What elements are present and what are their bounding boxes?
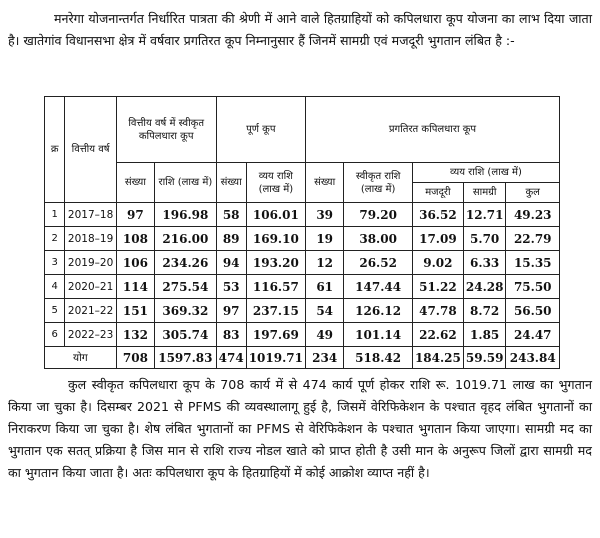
header-sanctioned: वित्तीय वर्ष में स्वीकृत कपिलधारा कूप xyxy=(116,97,216,163)
cell-c-count: 97 xyxy=(216,299,246,323)
cell-total: 49.23 xyxy=(506,203,560,227)
header-inprogress: प्रगतिरत कपिलधारा कूप xyxy=(305,97,559,163)
cell-s-amount: 234.26 xyxy=(155,251,217,275)
cell-year: 2021–22 xyxy=(65,299,116,323)
cell-c-count: 94 xyxy=(216,251,246,275)
cell-p-count: 39 xyxy=(305,203,343,227)
total-material: 59.59 xyxy=(463,347,506,369)
intro-paragraph: मनरेगा योजनान्तर्गत निर्धारित पात्रता की श्रेणी में आने वाले हितग्राहियों को कपिलधारा कूप योजना का लाभ दिया जाता है। खातेगांव विधानसभा क्षेत्र में वर्षवार प्रगतिरत कूप निम्नानुसार हैं जिनमें सामग्री एवं मजदूरी भुगतान लंबित है :- xyxy=(8,11,592,48)
cell-sno: 2 xyxy=(45,227,65,251)
cell-sno: 4 xyxy=(45,275,65,299)
header-c-count: संख्या xyxy=(216,163,246,203)
cell-p-amount: 26.52 xyxy=(344,251,413,275)
header-p-count: संख्या xyxy=(305,163,343,203)
cell-material: 6.33 xyxy=(463,251,506,275)
cell-year: 2022–23 xyxy=(65,323,116,347)
cell-s-amount: 275.54 xyxy=(155,275,217,299)
total-s-count: 708 xyxy=(116,347,154,369)
header-labour: मजदूरी xyxy=(412,183,463,203)
cell-labour: 9.02 xyxy=(412,251,463,275)
header-total: कुल xyxy=(506,183,560,203)
cell-s-amount: 305.74 xyxy=(155,323,217,347)
cell-total: 24.47 xyxy=(506,323,560,347)
header-material: सामग्री xyxy=(463,183,506,203)
wells-table xyxy=(44,96,560,369)
cell-year: 2018–19 xyxy=(65,227,116,251)
cell-sno: 1 xyxy=(45,203,65,227)
total-c-count: 474 xyxy=(216,347,246,369)
cell-p-amount: 126.12 xyxy=(344,299,413,323)
header-s-count: संख्या xyxy=(116,163,154,203)
table-row xyxy=(45,227,560,251)
cell-p-amount: 101.14 xyxy=(344,323,413,347)
cell-material: 1.85 xyxy=(463,323,506,347)
cell-p-count: 49 xyxy=(305,323,343,347)
cell-material: 12.71 xyxy=(463,203,506,227)
cell-labour: 47.78 xyxy=(412,299,463,323)
cell-year: 2020–21 xyxy=(65,275,116,299)
table-row xyxy=(45,275,560,299)
cell-labour: 36.52 xyxy=(412,203,463,227)
header-year: वित्तीय वर्ष xyxy=(65,97,116,203)
cell-c-count: 58 xyxy=(216,203,246,227)
cell-total: 22.79 xyxy=(506,227,560,251)
cell-s-count: 151 xyxy=(116,299,154,323)
cell-s-count: 132 xyxy=(116,323,154,347)
totals-label: योग xyxy=(45,347,117,369)
cell-sno: 6 xyxy=(45,323,65,347)
cell-c-expense: 116.57 xyxy=(246,275,305,299)
header-s-amount: राशि (लाख में) xyxy=(155,163,217,203)
cell-p-count: 61 xyxy=(305,275,343,299)
header-expense-split: व्यय राशि (लाख में) xyxy=(412,163,559,183)
cell-total: 15.35 xyxy=(506,251,560,275)
cell-total: 75.50 xyxy=(506,275,560,299)
table-row xyxy=(45,299,560,323)
cell-p-count: 19 xyxy=(305,227,343,251)
cell-c-expense: 197.69 xyxy=(246,323,305,347)
closing-paragraph: कुल स्वीकृत कपिलधारा कूप के 708 कार्य में से 474 कार्य पूर्ण होकर राशि रू. 1019.71 लाख का भुगतान किया जा चुका है। दिसम्बर 2021 से PFMS की व्यवस्थालागू हुई है, जिसमें वेरिफिकेशन के पश्चात वृहद लंबित भुगतानों का निराकरण किया जा चुका है। शेष लंबित भुगतानों का PFMS से वेरिफिकेशन के पश्चात भुगतान किया जाएगा। सामग्री मद का भुगतान एक सतत् प्रक्रिया है जिस मान से राशि राज्य नोडल खाते को प्राप्त होती है उसी मान के अनुरूप जिलों द्वारा सामग्री मद का भुगतान किया जाता है। अतः कपिलधारा कूप के हितग्राहियों में कोई आक्रोश व्याप्त नहीं है। xyxy=(8,377,592,480)
cell-total: 56.50 xyxy=(506,299,560,323)
cell-year: 2019–20 xyxy=(65,251,116,275)
cell-material: 5.70 xyxy=(463,227,506,251)
cell-p-amount: 147.44 xyxy=(344,275,413,299)
cell-year: 2017–18 xyxy=(65,203,116,227)
cell-s-amount: 216.00 xyxy=(155,227,217,251)
total-p-amount: 518.42 xyxy=(344,347,413,369)
totals-row xyxy=(45,347,560,369)
cell-s-amount: 196.98 xyxy=(155,203,217,227)
cell-c-count: 83 xyxy=(216,323,246,347)
cell-c-expense: 106.01 xyxy=(246,203,305,227)
cell-p-count: 54 xyxy=(305,299,343,323)
cell-s-count: 114 xyxy=(116,275,154,299)
cell-c-count: 53 xyxy=(216,275,246,299)
cell-s-count: 97 xyxy=(116,203,154,227)
cell-c-expense: 193.20 xyxy=(246,251,305,275)
total-p-count: 234 xyxy=(305,347,343,369)
total-total: 243.84 xyxy=(506,347,560,369)
cell-p-amount: 79.20 xyxy=(344,203,413,227)
cell-p-amount: 38.00 xyxy=(344,227,413,251)
cell-material: 8.72 xyxy=(463,299,506,323)
table-row xyxy=(45,251,560,275)
header-c-expense: व्यय राशि (लाख में) xyxy=(246,163,305,203)
cell-labour: 51.22 xyxy=(412,275,463,299)
cell-sno: 5 xyxy=(45,299,65,323)
cell-sno: 3 xyxy=(45,251,65,275)
cell-labour: 17.09 xyxy=(412,227,463,251)
cell-c-count: 89 xyxy=(216,227,246,251)
cell-labour: 22.62 xyxy=(412,323,463,347)
header-sno: क्र xyxy=(45,97,65,203)
cell-p-count: 12 xyxy=(305,251,343,275)
cell-s-count: 108 xyxy=(116,227,154,251)
cell-c-expense: 169.10 xyxy=(246,227,305,251)
header-p-amount: स्वीकृत राशि (लाख में) xyxy=(344,163,413,203)
cell-material: 24.28 xyxy=(463,275,506,299)
total-s-amount: 1597.83 xyxy=(155,347,217,369)
header-complete: पूर्ण कूप xyxy=(216,97,305,163)
total-c-expense: 1019.71 xyxy=(246,347,305,369)
cell-c-expense: 237.15 xyxy=(246,299,305,323)
table-row xyxy=(45,203,560,227)
cell-s-count: 106 xyxy=(116,251,154,275)
total-labour: 184.25 xyxy=(412,347,463,369)
table-row xyxy=(45,323,560,347)
cell-s-amount: 369.32 xyxy=(155,299,217,323)
